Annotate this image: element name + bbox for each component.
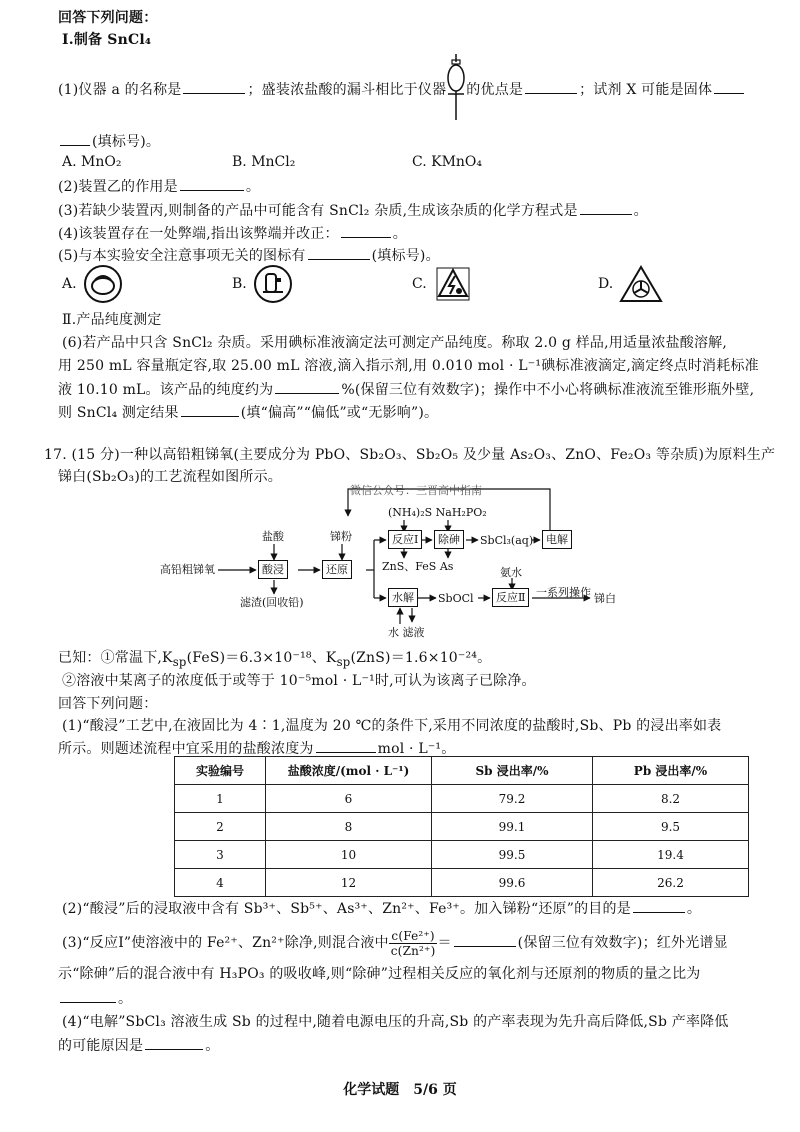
q17-3-equals: ＝: [437, 935, 452, 951]
part2-text-3b: %(保留三位有效数字)；操作中不小心将碘标准液流至锥形瓶外壁,: [341, 382, 755, 398]
flow-hcl: 盐酸: [262, 530, 284, 543]
q3-line: (3)若缺少装置丙,则制备的产品中可能含有 SnCl₂ 杂质,生成该杂质的化学方程式是 。: [58, 200, 648, 221]
col-header-exp-no: 实验编号: [175, 757, 266, 785]
q17-1-text-a: 所示。则题述流程中宜采用的盐酸浓度为: [58, 741, 314, 757]
cell-exp-no: 3: [175, 841, 266, 869]
result-blank[interactable]: [181, 402, 239, 417]
cell-sb-rate: 99.6: [432, 869, 593, 897]
q5-option-a: [62, 264, 123, 304]
q5-text: (5)与本实验安全注意事项无关的图标有: [58, 248, 306, 264]
q4-text: (4)该装置存在一处弊端,指出该弊端并改正：: [58, 226, 339, 242]
part2-line2: 用 250 mL 容量瓶定容,取 25.00 mL 溶液,滴入指示剂,用 0.010 mol · L⁻¹碘标准液滴定,滴定终点时消耗标准: [58, 358, 759, 374]
q17-1-line1: (1)“酸浸”工艺中,在液固比为 4∶1,温度为 20 ℃的条件下,采用不同浓度的盐酸时,Sb、Pb 的浸出率如表: [62, 718, 722, 734]
cell-hcl-conc: 8: [266, 813, 432, 841]
process-flowchart: [160, 486, 640, 646]
q1-text-a: (1)仪器 a 的名称是: [58, 82, 182, 98]
q1-blank-4[interactable]: [60, 131, 90, 146]
q5-blank[interactable]: [308, 245, 370, 260]
col-header-pb-rate: Pb 浸出率/%: [593, 757, 749, 785]
q2-text: (2)装置乙的作用是: [58, 179, 178, 195]
q17-3-text-a: (3)“反应Ⅰ”使溶液中的 Fe²⁺、Zn²⁺除净,则混合液中: [62, 935, 389, 951]
q17-3-text-c: (保留三位有效数字)；红外光谱显: [517, 935, 728, 951]
cell-hcl-conc: 6: [266, 785, 432, 813]
electric-hazard-icon: [433, 264, 473, 304]
q1-text-d: ；试剂 X 可能是固体: [579, 82, 713, 98]
col-header-hcl-conc: 盐酸浓度/(mol · L⁻¹): [266, 757, 432, 785]
cell-hcl-conc: 10: [266, 841, 432, 869]
q5-label-c: C.: [412, 276, 427, 292]
ratio-numerator: c(Fe²⁺): [389, 929, 438, 944]
q5-label-b: B.: [232, 276, 247, 292]
q4-blank[interactable]: [341, 223, 391, 238]
known-ksp: 已知：①常温下$,K_{sp}(FeS)=6.3\times 10^{-18}$、$K_{sp}(ZnS)=1.6\times 10^{-24}$。: [58, 650, 492, 669]
part2-line3: [58, 379, 754, 400]
q17-3-line3: 。: [58, 988, 132, 1009]
q17-line2: 锑白(Sb₂O₃)的工艺流程如图所示。: [58, 469, 282, 485]
flow-water-filtrate: 水 滤液: [388, 626, 425, 639]
q17-4-text: 的可能原因是: [58, 1038, 144, 1054]
q1-option-a: A. MnO₂: [62, 154, 122, 170]
q17-2-line: (2)“酸浸”后的浸取液中含有 Sb³⁺、Sb⁵⁺、As³⁺、Zn²⁺、Fe³⁺。加入锑粉“还原”的目的是 。: [62, 898, 701, 919]
ratio-blank[interactable]: [454, 932, 516, 947]
q1-blank-1[interactable]: [183, 79, 245, 94]
q17-4-line1: (4)“电解”SbCl₃ 溶液生成 Sb 的过程中,随着电源电压的升高,Sb 的产率表现为先升高后降低,Sb 产率降低: [62, 1014, 729, 1030]
answer-prompt: 回答下列问题：: [58, 10, 158, 26]
q1-text-c: 的优点是: [466, 82, 524, 98]
ratio-denominator: c(Zn²⁺): [390, 943, 436, 958]
q1-text-b: ；盛装浓盐酸的漏斗相比于仪器: [247, 82, 447, 98]
flow-residue: 滤渣(回收铅): [240, 596, 304, 609]
flow-ammonia: 氨水: [500, 566, 522, 579]
q5-option-b: [232, 264, 293, 304]
part2-line1: (6)若产品中只含 SnCl₂ 杂质。采用碘标准液滴定法可测定产品纯度。称取 2.0 g 样品,用适量浓盐酸溶解,: [62, 335, 728, 351]
cell-sb-rate: 99.1: [432, 813, 593, 841]
cell-exp-no: 1: [175, 785, 266, 813]
table-row: [175, 813, 749, 841]
flow-watermark: 微信公众号：三晋高中指南: [350, 484, 482, 497]
part2-text-4b: (填“偏高”“偏低”或“无影响”)。: [240, 405, 439, 421]
q17-3-line1: [62, 928, 728, 958]
cell-sb-rate: 79.2: [432, 785, 593, 813]
flow-reagents: (NH₄)₂S NaH₂PO₂: [388, 506, 487, 519]
concentration-ratio: [389, 929, 438, 958]
q1-text-line2: (填标号)。: [92, 134, 161, 150]
q5-tail: (填标号)。: [371, 248, 440, 264]
q2-blank[interactable]: [180, 176, 244, 191]
q17-1-text-b: mol · L⁻¹。: [377, 741, 456, 757]
q1-blank-3[interactable]: [714, 79, 744, 94]
q17-2-blank[interactable]: [633, 898, 685, 913]
q1-option-b: B. MnCl₂: [232, 154, 296, 170]
q17-3-line2: 示“除砷”后的混合液中有 H₃PO₃ 的吸收峰,则“除砷”过程相关反应的氧化剂与还原剂的物质的量之比为: [58, 966, 701, 982]
oxidant-ratio-blank[interactable]: [60, 988, 116, 1003]
page-footer: 化学试题 5/6 页: [343, 1082, 457, 1098]
q5-label-d: D.: [598, 276, 614, 292]
flow-remove-as-box: 除砷: [434, 530, 464, 549]
q17-4-line2: 的可能原因是 。: [58, 1035, 219, 1056]
q3-text: (3)若缺少装置丙,则制备的产品中可能含有 SnCl₂ 杂质,生成该杂质的化学方程式是: [58, 203, 578, 219]
cell-pb-rate: 26.2: [593, 869, 749, 897]
flow-sbocl: SbOCl: [438, 592, 474, 605]
cell-hcl-conc: 12: [266, 869, 432, 897]
table-header-row: [175, 757, 749, 785]
q5-line: [58, 245, 440, 266]
flow-precipitates: ZnS、FeS As: [382, 560, 454, 573]
part2-title: Ⅱ.产品纯度测定: [62, 312, 162, 328]
flow-react2-box: 反应Ⅱ: [492, 588, 529, 607]
table-row: [175, 785, 749, 813]
q3-blank[interactable]: [580, 200, 632, 215]
cell-pb-rate: 9.5: [593, 813, 749, 841]
cell-exp-no: 2: [175, 813, 266, 841]
q5-option-d: [598, 264, 663, 304]
flow-react1-box: 反应Ⅰ: [388, 530, 422, 549]
q1-line2: [58, 131, 160, 152]
flow-acid-leach-box: 酸浸: [258, 560, 288, 579]
part2-text-4a: 则 SnCl₄ 测定结果: [58, 405, 179, 421]
q1-line1: [58, 79, 746, 100]
part1-title: Ⅰ.制备 SnCl₄: [62, 32, 152, 48]
goggles-icon: [83, 264, 123, 304]
cell-exp-no: 4: [175, 869, 266, 897]
hcl-conc-blank[interactable]: [316, 738, 376, 753]
q2-line: (2)装置乙的作用是 。: [58, 176, 260, 197]
flow-electrolysis-box: 电解: [542, 530, 572, 549]
cell-sb-rate: 99.5: [432, 841, 593, 869]
q17-line1: 17. (15 分)一种以高铅粗锑氧(主要成分为 PbO、Sb₂O₃、Sb₂O₅ 及少量 As₂O₃、ZnO、Fe₂O₃ 等杂质)为原料生产: [44, 447, 776, 463]
part2-text-3a: 液 10.10 mL。该产品的纯度约为: [58, 382, 274, 398]
cell-pb-rate: 8.2: [593, 785, 749, 813]
known-answer-prompt: 回答下列问题：: [58, 696, 158, 712]
purity-blank[interactable]: [275, 379, 339, 394]
flow-raw-material: 高铅粗锑氧: [160, 563, 215, 576]
q17-4-blank[interactable]: [145, 1035, 203, 1050]
known-threshold: ②溶液中某离子的浓度低于或等于 10⁻⁵mol · L⁻¹时,可认为该离子已除净。: [62, 673, 536, 689]
leaching-table: [174, 756, 749, 897]
table-row: [175, 841, 749, 869]
funnel-icon: [446, 80, 466, 100]
flow-reduce-box: 还原: [322, 560, 352, 579]
q17-2-text: (2)“酸浸”后的浸取液中含有 Sb³⁺、Sb⁵⁺、As³⁺、Zn²⁺、Fe³⁺。加入锑粉“还原”的目的是: [62, 901, 631, 917]
flow-hydrolysis-box: 水解: [388, 588, 418, 607]
flow-sbcl3: SbCl₃(aq): [480, 534, 534, 547]
flow-sb-powder: 锑粉: [330, 530, 352, 543]
q1-blank-2[interactable]: [525, 79, 577, 94]
q4-line: (4)该装置存在一处弊端,指出该弊端并改正： 。: [58, 223, 407, 244]
col-header-sb-rate: Sb 浸出率/%: [432, 757, 593, 785]
hand-wash-icon: [253, 264, 293, 304]
flow-product: 锑白: [594, 592, 616, 605]
q5-label-a: A.: [62, 276, 77, 292]
part2-line4: [58, 402, 438, 423]
table-row: [175, 869, 749, 897]
ventilation-icon: [619, 264, 663, 304]
cell-pb-rate: 19.4: [593, 841, 749, 869]
q1-option-c: C. KMnO₄: [412, 154, 483, 170]
q5-option-c: [412, 264, 473, 304]
flow-series-ops: 一系列操作: [536, 586, 591, 599]
